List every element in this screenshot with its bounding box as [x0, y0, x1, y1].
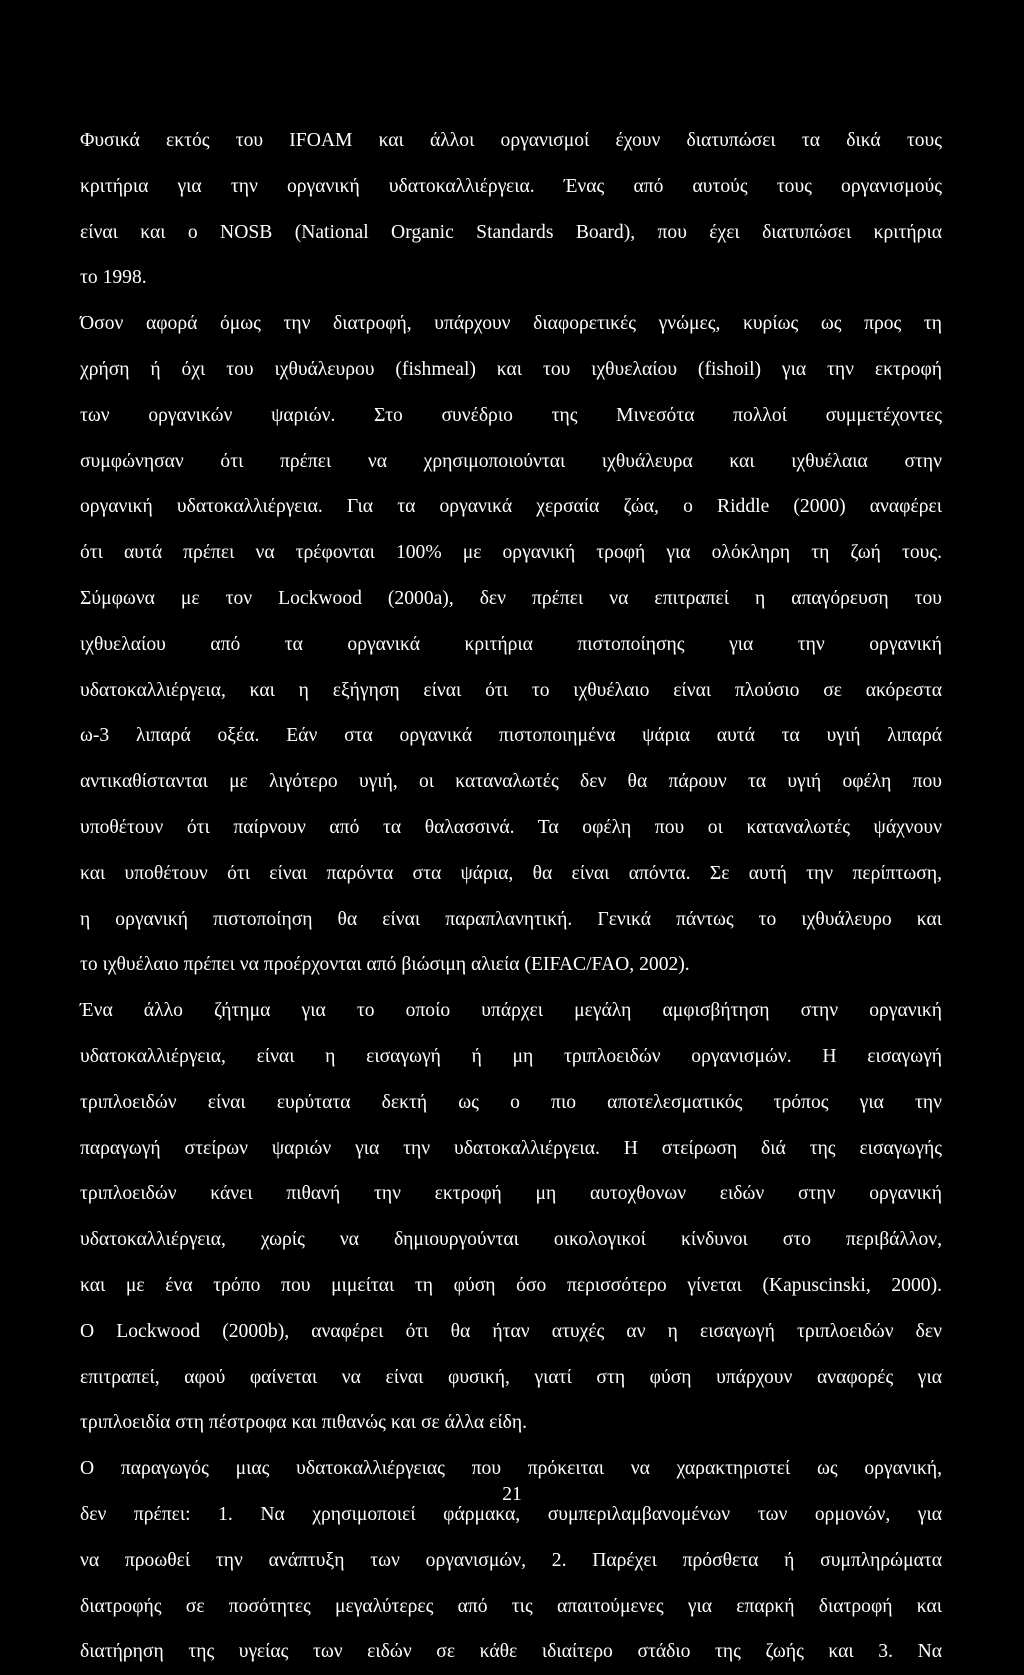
text-line: το 1998. — [80, 267, 147, 289]
text-line: Ο Lockwood (2000b), αναφέρει ότι θα ήταν ατυχές αν η εισαγωγή τριπλοειδών δεν — [80, 1320, 942, 1342]
text-line: υποθέτουν ότι παίρνουν από τα θαλασσινά. Τα οφέλη που οι καταναλωτές ψάχνουν — [80, 816, 942, 838]
text-line: είναι και ο NOSB (National Organic Standards Board), που έχει διατυπώσει κριτήρια — [80, 221, 942, 243]
text-line: συμφώνησαν ότι πρέπει να χρησιμοποιούνται ιχθυάλευρα και ιχθυέλαια στην — [80, 450, 942, 472]
text-line: τριπλοειδών κάνει πιθανή την εκτροφή μη αυτοχθονων ειδών στην οργανική — [80, 1183, 942, 1205]
text-line: να προωθεί την ανάπτυξη των οργανισμών, 2. Παρέχει πρόσθετα ή συμπληρώματα — [80, 1549, 942, 1571]
text-line: υδατοκαλλιέργεια, είναι η εισαγωγή ή μη τριπλοειδών οργανισμών. Η εισαγωγή — [80, 1045, 942, 1067]
text-line: κριτήρια για την οργανική υδατοκαλλιέργεια. Ένας από αυτούς τους οργανισμούς — [80, 175, 942, 197]
text-line: αντικαθίστανται με λιγότερο υγιή, οι καταναλωτές δεν θα πάρουν τα υγιή οφέλη που — [80, 771, 942, 793]
text-line: οργανική υδατοκαλλιέργεια. Για τα οργανικά χερσαία ζώα, ο Riddle (2000) αναφέρει — [80, 496, 942, 518]
text-line: η οργανική πιστοποίηση θα είναι παραπλανητική. Γενικά πάντως το ιχθυάλευρο και — [80, 908, 942, 930]
text-line: Φυσικά εκτός του IFOAM και άλλοι οργανισμοί έχουν διατυπώσει τα δικά τους — [80, 130, 942, 151]
text-line: Σύμφωνα με τον Lockwood (2000a), δεν πρέπει να επιτραπεί η απαγόρευση του — [80, 587, 942, 609]
text-line: παραγωγή στείρων ψαριών για την υδατοκαλλιέργεια. Η στείρωση διά της εισαγωγής — [80, 1137, 942, 1159]
text-line: ότι αυτά πρέπει να τρέφονται 100% με οργανική τροφή για ολόκληρη τη ζωή τους. — [80, 542, 942, 564]
text-line: και με ένα τρόπο που μιμείται τη φύση όσο περισσότερο γίνεται (Kapuscinski, 2000). — [80, 1274, 942, 1296]
document-body — [80, 118, 942, 1675]
text-line: Ένα άλλο ζήτημα για το οποίο υπάρχει μεγάλη αμφισβήτηση στην οργανική — [80, 1000, 942, 1022]
text-line: υδατοκαλλιέργεια, χωρίς να δημιουργούνται οικολογικοί κίνδυνοι στο περιβάλλον, — [80, 1229, 942, 1251]
text-line: τριπλοειδών είναι ευρύτατα δεκτή ως ο πιο αποτελεσματικός τρόπος για την — [80, 1091, 942, 1113]
text-line: υδατοκαλλιέργεια, και η εξήγηση είναι ότι το ιχθυέλαιο είναι πλούσιο σε ακόρεστα — [80, 679, 942, 701]
text-line: το ιχθυέλαιο πρέπει να προέρχονται από βιώσιμη αλιεία (EIFAC/FAO, 2002). — [80, 954, 690, 976]
text-line: διατροφής σε ποσότητες μεγαλύτερες από τις απαιτούμενες για επαρκή διατροφή και — [80, 1595, 942, 1617]
text-line: ω-3 λιπαρά οξέα. Εάν στα οργανικά πιστοποιημένα ψάρια αυτά τα υγιή λιπαρά — [80, 725, 942, 747]
text-line: και υποθέτουν ότι είναι παρόντα στα ψάρια, θα είναι απόντα. Σε αυτή την περίπτωση, — [80, 862, 942, 884]
text-line: Όσον αφορά όμως την διατροφή, υπάρχουν διαφορετικές γνώμες, κυρίως ως προς τη — [80, 313, 942, 335]
text-line: Ο παραγωγός μιας υδατοκαλλιέργειας που πρόκειται να χαρακτηριστεί ως οργανική, — [80, 1458, 942, 1480]
text-line: χρήση ή όχι του ιχθυάλευρου (fishmeal) και του ιχθυελαίου (fishoil) για την εκτροφή — [80, 358, 942, 380]
text-line: τριπλοειδία στη πέστροφα και πιθανώς και σε άλλα είδη. — [80, 1412, 527, 1434]
text-line: δεν πρέπει: 1. Να χρησιμοποιεί φάρμακα, συμπεριλαμβανομένων των ορμονών, για — [80, 1503, 942, 1525]
page-number: 21 — [502, 1484, 522, 1505]
text-line: διατήρηση της υγείας των ειδών σε κάθε ιδιαίτερο στάδιο της ζωής και 3. Να — [80, 1641, 942, 1663]
text-line: των οργανικών ψαριών. Στο συνέδριο της Μινεσότα πολλοί συμμετέχοντες — [80, 404, 942, 426]
text-line: ιχθυελαίου από τα οργανικά κριτήρια πιστοποίησης για την οργανική — [80, 633, 942, 655]
text-line: επιτραπεί, αφού φαίνεται να είναι φυσική, γιατί στη φύση υπάρχουν αναφορές για — [80, 1366, 942, 1388]
